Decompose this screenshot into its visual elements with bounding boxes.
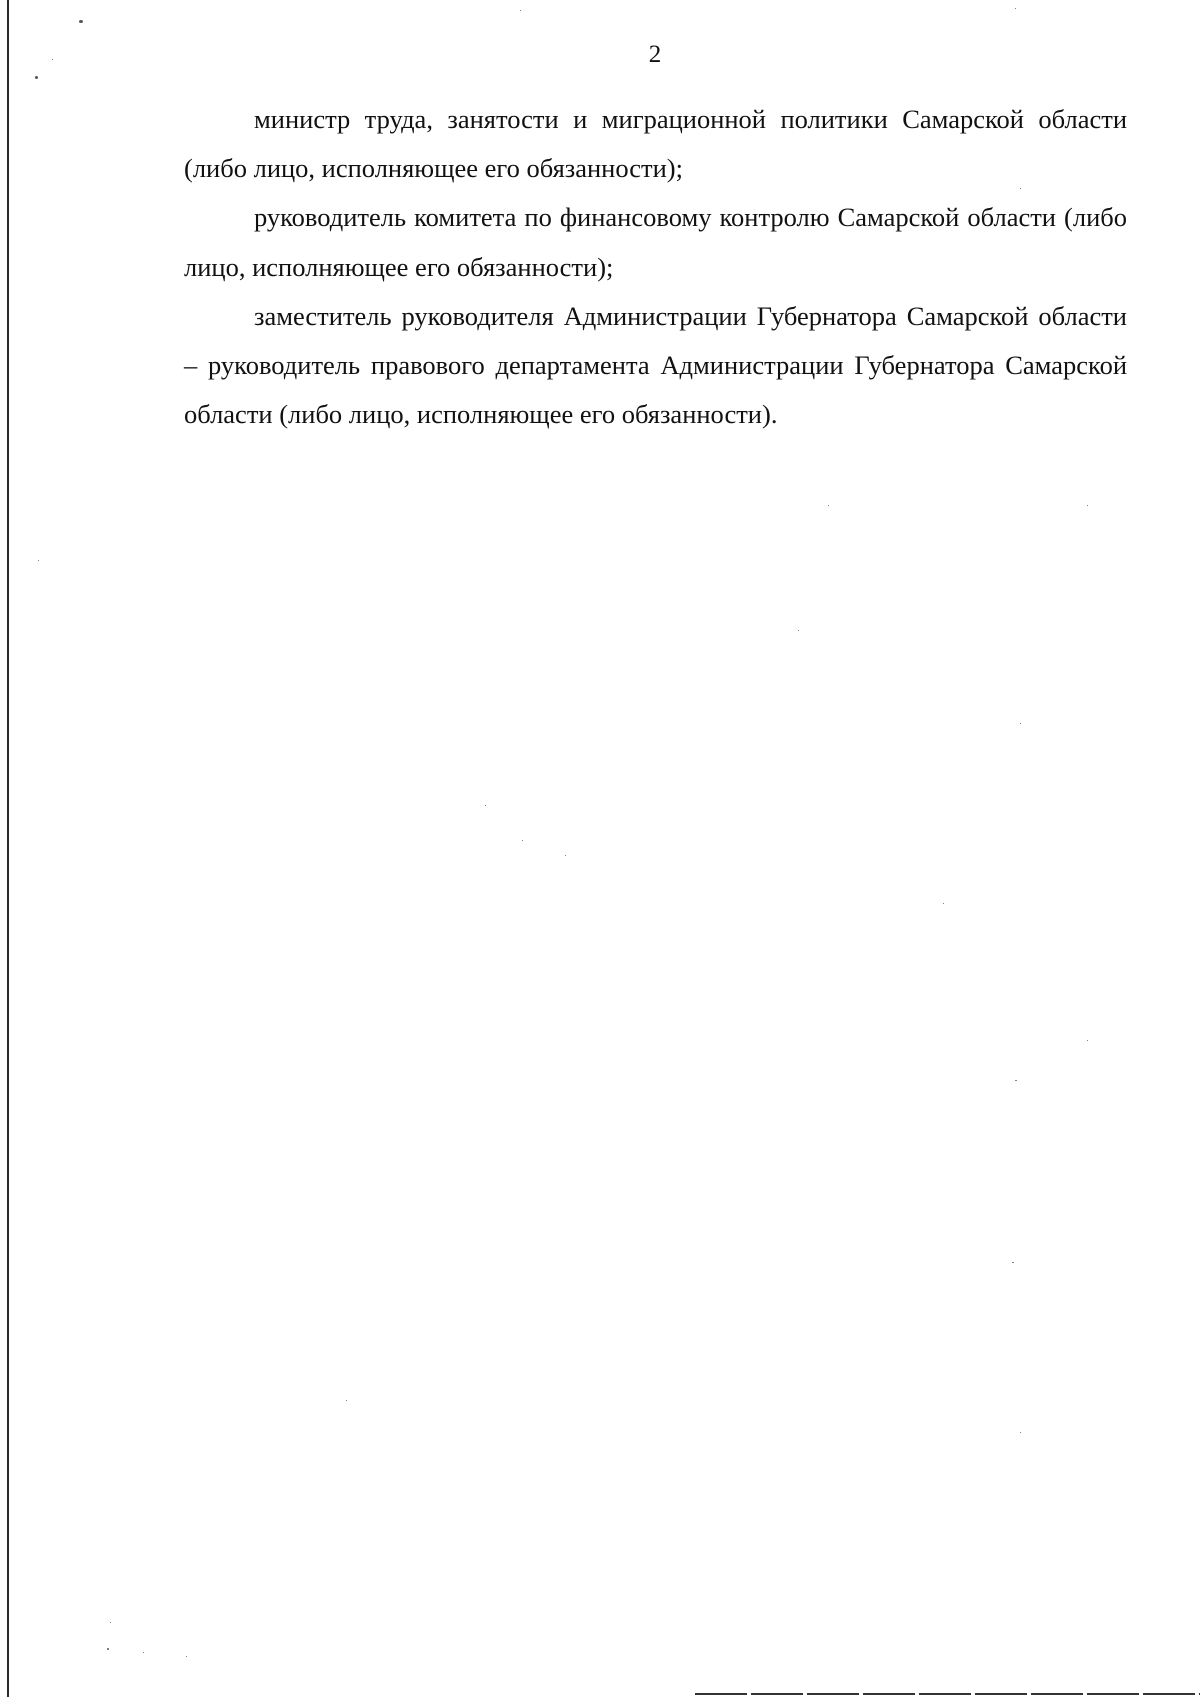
scan-speck bbox=[79, 20, 83, 23]
scan-speck bbox=[35, 76, 38, 79]
scan-speck bbox=[1020, 1432, 1021, 1433]
scan-speck bbox=[520, 10, 521, 11]
document-body bbox=[184, 95, 1127, 439]
scan-speck bbox=[1087, 505, 1088, 506]
scan-speck bbox=[828, 505, 829, 506]
scan-speck bbox=[1020, 723, 1021, 724]
scan-speck bbox=[485, 805, 486, 806]
scan-speck bbox=[1012, 1262, 1014, 1263]
scan-speck bbox=[943, 903, 944, 904]
scan-speck bbox=[1015, 8, 1016, 9]
scan-left-edge bbox=[7, 0, 9, 1697]
scan-speck bbox=[186, 1656, 187, 1657]
scan-speck bbox=[565, 855, 566, 856]
page-number: 2 bbox=[648, 41, 662, 68]
bottom-dashed-rule bbox=[695, 1693, 1200, 1695]
scan-speck bbox=[38, 560, 39, 561]
scan-speck bbox=[1087, 1040, 1088, 1041]
scan-speck bbox=[346, 1400, 347, 1401]
paragraph-deputy-head-administration: заместитель руководителя Администрации Губернатора Самарской области – руководитель правового департамента Администрации Губернатора Самарской области (либо лицо, исполняющее его обязанности). bbox=[184, 300, 1127, 430]
scan-speck bbox=[143, 1652, 144, 1653]
paragraph-financial-control: руководитель комитета по финансовому контролю Самарской области (либо лицо, исполняющее его обязанности); bbox=[184, 202, 1127, 282]
scan-speck bbox=[798, 630, 799, 631]
scan-speck bbox=[1015, 1080, 1017, 1081]
scan-speck bbox=[522, 840, 523, 841]
scan-speck bbox=[107, 1648, 109, 1650]
scan-speck bbox=[110, 1622, 111, 1623]
paragraph-labor-minister: министр труда, занятости и миграционной политики Самарской области (либо лицо, исполняющее его обязанности); bbox=[184, 104, 1127, 184]
